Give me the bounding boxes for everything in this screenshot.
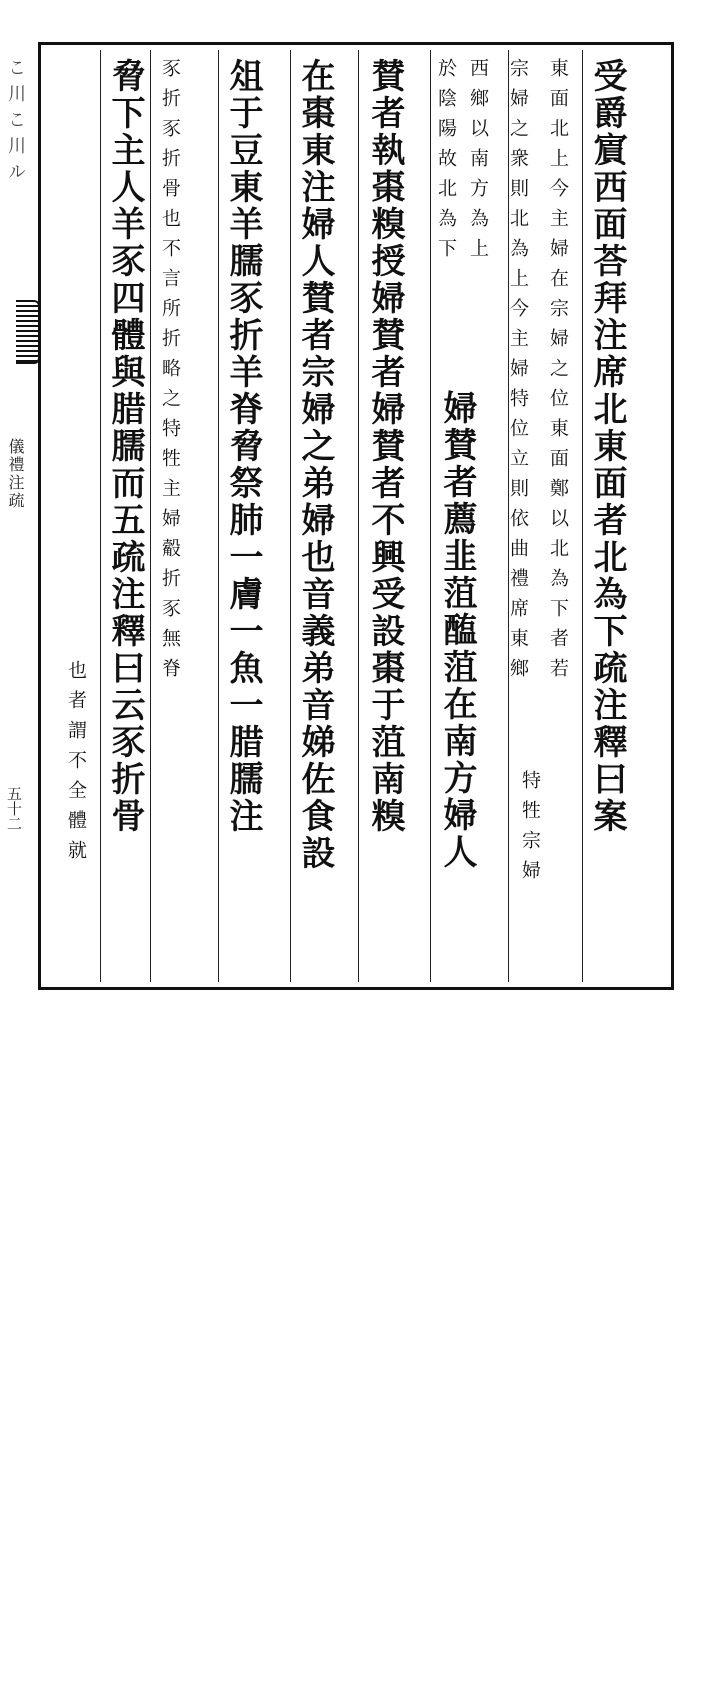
book-title: 儀禮注疏 — [6, 438, 25, 510]
text-column-9: 脅下主人羊豕四體與腊臑而五疏注釋曰云豕折骨 — [105, 58, 145, 835]
column-rule — [218, 50, 219, 982]
column-rule — [290, 50, 291, 982]
text-column-6: 在棗東注婦人賛者宗婦之弟婦也音義弟音娣佐食設 — [295, 58, 335, 872]
column-rule — [430, 50, 431, 982]
text-column-10-annotation: 也者謂不全體就 — [65, 660, 87, 870]
text-column-8-annotation: 豕折豕折骨也不言所折略之特牲主婦觳折豕無脊 — [159, 58, 181, 688]
column-rule — [358, 50, 359, 982]
text-column-2-annotation — [548, 58, 567, 978]
page-number: 五十二 — [5, 786, 23, 831]
column-rule — [582, 50, 583, 982]
text-column-4b-annotation: 於陰陽故北為下 — [435, 58, 457, 268]
annotation-line-a: 東面北上今主婦在宗婦之位東面鄭以北為下者若 — [547, 58, 569, 688]
text-column-5: 賛者執棗糗授婦賛者婦賛者不興受設棗于菹南糗 — [365, 58, 405, 835]
text-column-4a-annotation: 西鄉以南方為上 — [467, 58, 489, 268]
margin-strip-text: こ川こ川ル — [5, 58, 26, 188]
text-column-2-annotation-tail: 特牲宗婦 — [519, 770, 541, 890]
text-column-1: 受爵賔西面荅拜注席北東面者北為下疏注釋曰案 — [587, 58, 627, 835]
page-tab-marker — [16, 300, 40, 364]
column-rule — [150, 50, 151, 982]
text-column-4-main: 婦賛者薦韭菹醢菹在南方婦人 — [437, 390, 477, 871]
text-column-3-annotation: 宗婦之衆則北為上今主婦特位立則依曲禮席東鄉 — [507, 58, 529, 688]
column-rule — [100, 50, 101, 982]
text-column-7: 俎于豆東羊臑豕折羊脊脅祭肺一膚一魚一腊臑注 — [223, 58, 263, 835]
